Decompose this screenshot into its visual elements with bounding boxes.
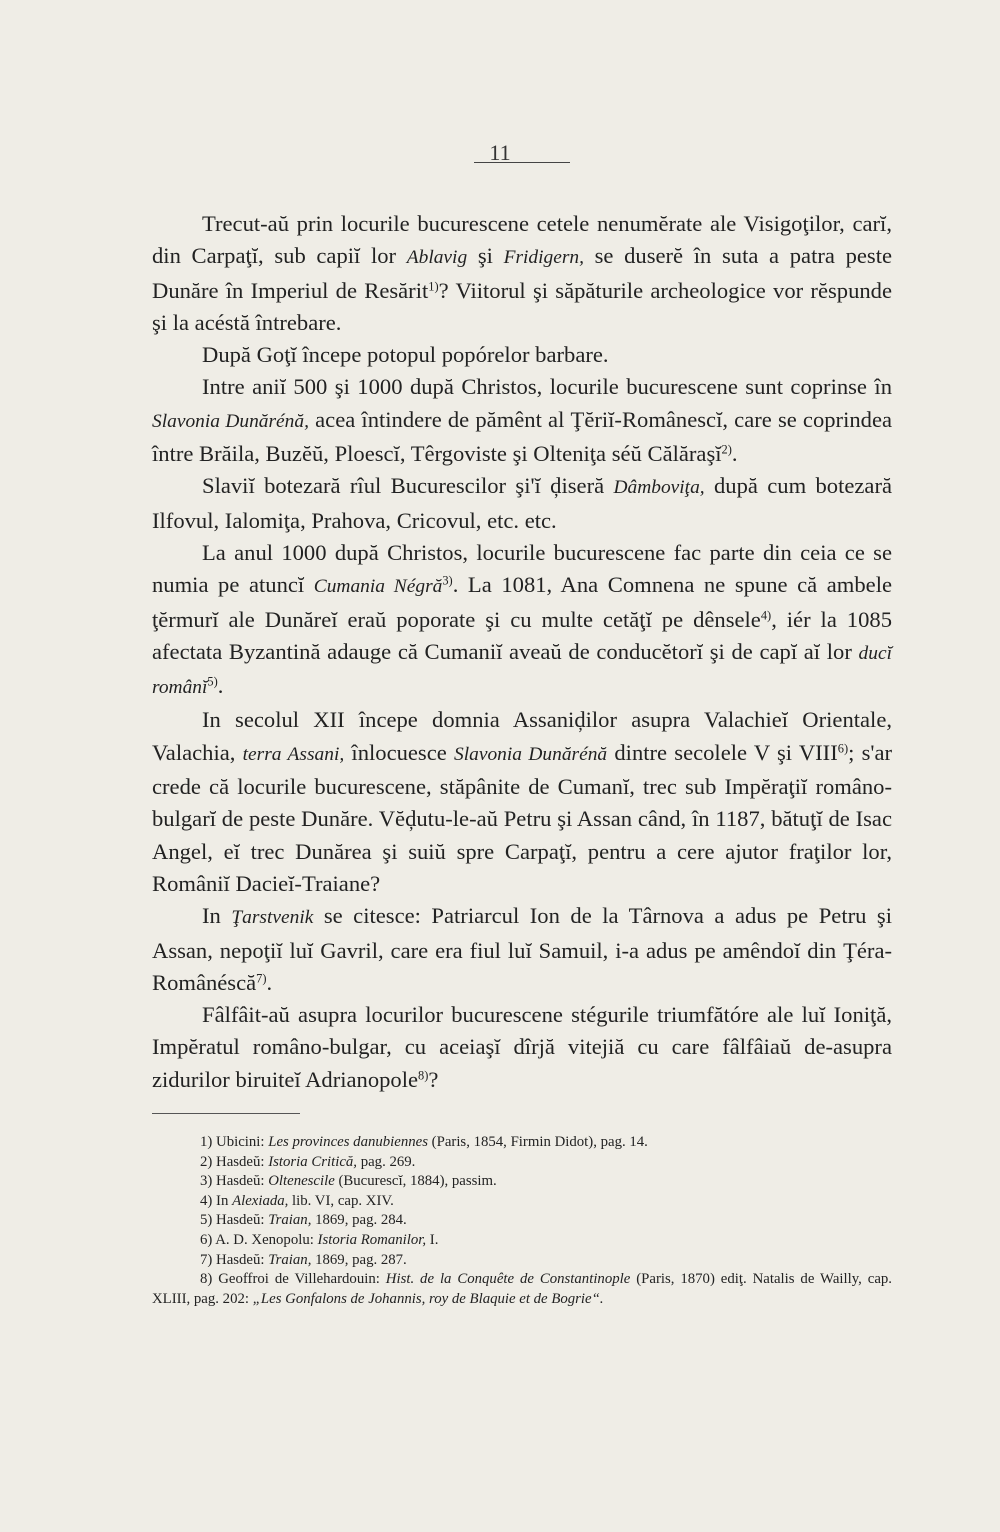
- text-run: 4) In: [200, 1192, 233, 1209]
- footnote-ref: 7): [256, 971, 267, 986]
- text-run: pag. 269.: [357, 1153, 416, 1170]
- paragraph: [152, 208, 892, 339]
- footnote-ref: 4): [760, 608, 772, 623]
- footnote: [152, 1153, 892, 1173]
- text-run: lib. VI, cap. XIV.: [288, 1192, 394, 1209]
- text-run: Trecut-aŭ prin locurile bucurescene cetele nenumĕrate ale Visigoţilor, carĭ, din Carpaţĭ, sub capiĭ lor: [152, 211, 892, 269]
- italic-text: Slavonia Dunărénă: [454, 743, 608, 765]
- footnote: [152, 1133, 892, 1153]
- text-run: După Goţĭ începe potopul popórelor barbare.: [202, 342, 609, 368]
- footnote-ref: 6): [837, 741, 849, 756]
- footnote: [152, 1211, 892, 1231]
- footnote-ref: 8): [418, 1068, 429, 1083]
- body-text: [152, 208, 892, 1096]
- text-run: se citesce: Patriarcul Ion de la Târnova a adus pe Petru şi Assan, nepoţiĭ luĭ Gavril, care era fiul luĭ Samuil, i-a adus pe amêndoĭ din Ţéra-Românéscă: [152, 903, 892, 995]
- text-run: La anul 1000 după Christos, locurile bucurescene fac parte din ceia ce se numia pe atuncĭ: [152, 539, 892, 598]
- italic-text: Slavonia Dunărénă,: [152, 410, 309, 432]
- paragraph: [152, 704, 892, 900]
- italic-text: Dâmboviţa,: [613, 477, 705, 499]
- text-run: In: [202, 903, 232, 929]
- text-run: Slaviĭ botezară rîul Bucurescilor şi'ĭ ḑiseră: [202, 473, 614, 499]
- text-run: , iér la 1085 afectata Byzantină adauge că Cumaniĭ aveaŭ de conducĕtorĭ şi de capĭ aĭ lor: [152, 606, 892, 664]
- text-run: după cum botezară Ilfovul, Ialomiţa, Prahova, Cricovul, etc. etc.: [152, 473, 892, 533]
- footnote: [152, 1251, 892, 1271]
- text-run: ; s'ar crede că locurile bucurescene, stăpânite de Cumanĭ, trec sub Impĕraţiĭ româno-bulgarĭ de peste Dunăre. Vĕḑutu-le-aŭ Petru şi Assan când, în 1187, bătuţĭ de Isac Angel, eĭ trec Dunărea şi suiŭ spre Carpaţĭ, pentru a cere ajutor fraţilor lor, Româniĭ Dacieĭ-Traiane?: [152, 739, 892, 896]
- footnote: [152, 1192, 892, 1212]
- italic-text: Alexiada,: [232, 1192, 289, 1209]
- footnotes: [152, 1133, 892, 1309]
- footnote-ref: 5): [207, 674, 218, 689]
- italic-text: Oltenescile: [268, 1173, 335, 1190]
- italic-text: Traian,: [268, 1251, 312, 1268]
- text-run: (Paris, 1870) ediţ. Natalis de Wailly, cap. XLIII, pag. 202:: [152, 1271, 893, 1307]
- footnote: [152, 1172, 892, 1192]
- italic-text: ducĭ românĭ: [152, 642, 892, 699]
- italic-text: Cumania Négră: [313, 576, 443, 598]
- footnote: [152, 1270, 892, 1309]
- italic-text: „Les Gonfalons de Johannis, roy de Blaquie et de Bogrie“.: [252, 1290, 604, 1307]
- text-run: se duserĕ în suta a patra peste Dunăre în Imperiul de Resărit: [152, 243, 892, 303]
- text-run: . La 1081, Ana Comnena ne spune că ambele ţĕrmurĭ ale Dunăreĭ eraŭ poporate şi cu multe cetăţĭ pe dênsele: [152, 572, 893, 632]
- italic-text: Traian,: [268, 1212, 312, 1229]
- paragraph: [152, 371, 892, 470]
- page-number: 11: [489, 140, 511, 165]
- text-run: 2) Hasdeŭ:: [200, 1153, 269, 1170]
- italic-text: Ţarstvenik: [231, 907, 314, 929]
- italic-text: Istoria Romanilor,: [317, 1231, 427, 1248]
- paragraph: [152, 470, 892, 537]
- text-run: 3) Hasdeŭ:: [200, 1173, 269, 1190]
- footnote-ref: 3): [442, 573, 453, 588]
- text-run: (Paris, 1854, Firmin Didot), pag. 14.: [427, 1134, 648, 1150]
- text-run: In secolul XII începe domnia Assaniḑilor asupra Valachieĭ Orientale, Valachia,: [152, 707, 892, 765]
- footnote-ref: 2): [721, 442, 732, 457]
- text-run: acea întindere de pămênt al Ţĕriĭ-Românescĭ, care se coprindea între Brăila, Buzĕŭ, Ploescĭ, Têrgoviste şi Olteniţa séŭ Călăraşĭ: [152, 406, 893, 467]
- text-run: .: [731, 441, 738, 467]
- text-run: Fâlfâit-aŭ asupra locurilor bucurescene stégurile triumfătóre ale luĭ Ioniţă, Impĕratul româno-bulgar, cu aceiaşĭ dîrjă vitejiă cu care fâlfâiaŭ de-asupra zidurilor biruiteĭ Adrianopole: [152, 1002, 892, 1092]
- text-run: înlocuesce: [344, 739, 454, 765]
- footnote-ref: 1): [428, 279, 439, 294]
- text-run: 7) Hasdeŭ:: [200, 1251, 269, 1268]
- paragraph: [152, 339, 892, 371]
- italic-text: terra Assani,: [242, 743, 345, 765]
- text-run: 8) Geoffroi de Villehardouin:: [200, 1271, 386, 1288]
- paragraph: [152, 537, 892, 704]
- text-run: 6) A. D. Xenopolu:: [200, 1231, 318, 1248]
- text-run: ?: [428, 1066, 439, 1092]
- text-run: I.: [426, 1231, 439, 1248]
- italic-text: Fridigern,: [503, 247, 584, 269]
- italic-text: Ablavig: [406, 247, 468, 269]
- text-run: (Bucurescĭ, 1884), passim.: [334, 1173, 497, 1190]
- italic-text: Les provinces danubiennes: [268, 1134, 428, 1150]
- text-run: 5) Hasdeŭ:: [200, 1212, 269, 1229]
- text-run: .: [217, 673, 224, 699]
- footnote: [152, 1231, 892, 1251]
- text-run: .: [266, 969, 273, 995]
- text-run: 1869, pag. 287.: [311, 1251, 407, 1268]
- italic-text: Hist. de la Conquête de Constantinople: [385, 1271, 631, 1288]
- text-run: şi: [467, 243, 504, 269]
- paragraph: [152, 999, 892, 1096]
- text-run: dintre secolele V şi VIII: [607, 739, 838, 765]
- text-run: 1) Ubicini:: [200, 1134, 269, 1150]
- text-run: ? Viitorul şi săpăturile archeologice vor rĕspunde şi la acéstă întrebare.: [152, 277, 892, 335]
- italic-text: Istoria Critică,: [268, 1153, 358, 1170]
- page-number-rule: [474, 162, 570, 163]
- paragraph: [152, 900, 892, 999]
- text-run: 1869, pag. 284.: [311, 1212, 407, 1229]
- text-run: Intre aniĭ 500 şi 1000 după Christos, locurile bucurescene sunt coprinse în: [202, 374, 892, 400]
- footnote-separator: [152, 1113, 300, 1114]
